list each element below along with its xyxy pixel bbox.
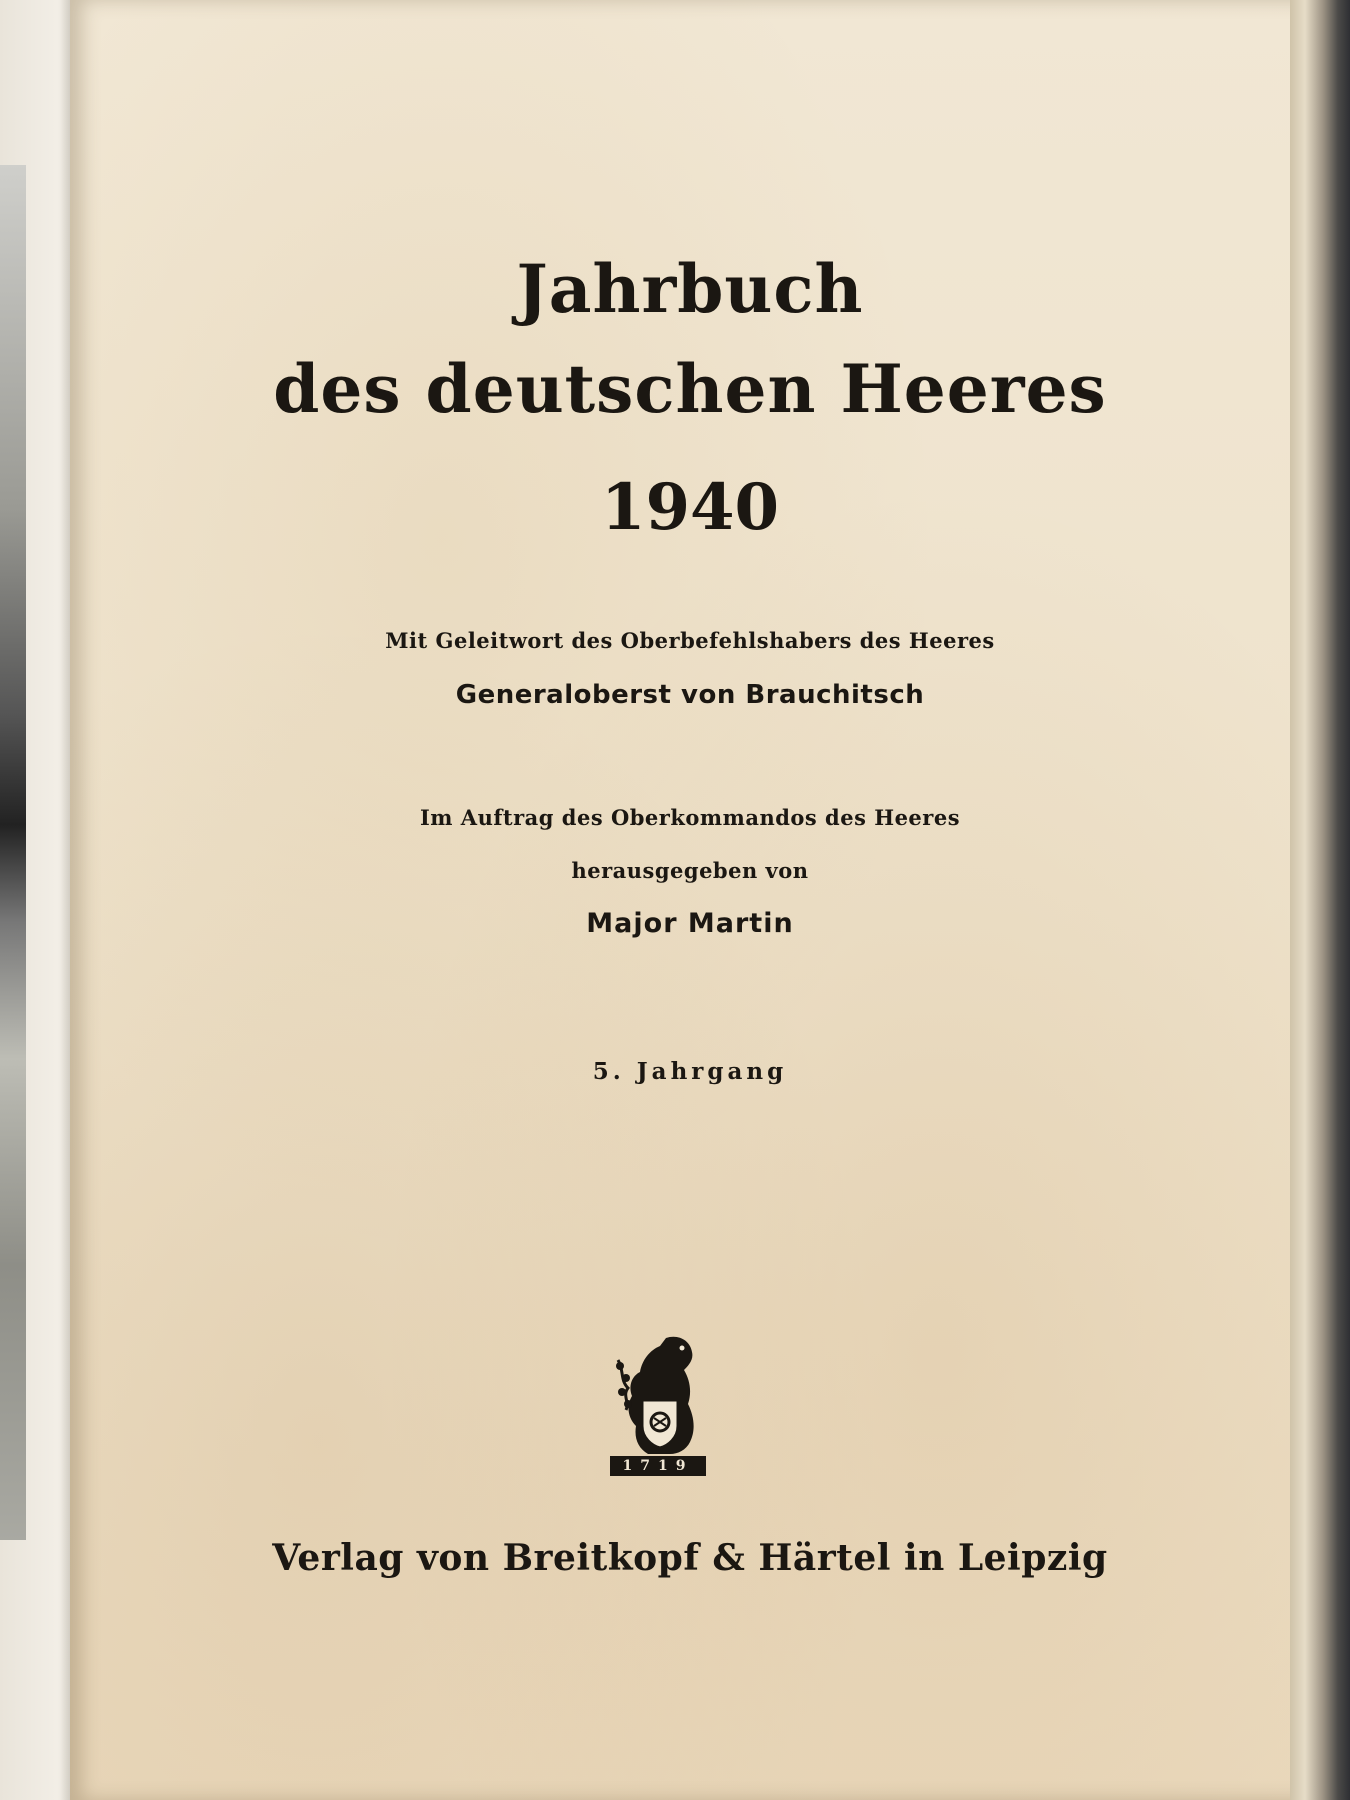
title-line-2: des deutschen Heeres [273, 350, 1107, 428]
title-line-1: Jahrbuch [516, 250, 864, 328]
preface-author: Generaloberst von Brauchitsch [455, 680, 925, 710]
editor-prefix: herausgegeben von [571, 858, 809, 883]
facing-photo [0, 165, 26, 1540]
volume-label: 5. Jahrgang [592, 1058, 788, 1085]
page-edges [1290, 0, 1350, 1800]
title-page [70, 0, 1310, 1800]
preface-intro: Mit Geleitwort des Oberbefehlshabers des Heeres [385, 628, 995, 653]
editor-name: Major Martin [586, 908, 794, 939]
title-year: 1940 [600, 470, 780, 545]
publisher-line: Verlag von Breitkopf & Härtel in Leipzig [272, 1537, 1108, 1579]
commission-line: Im Auftrag des Oberkommandos des Heeres [419, 805, 961, 830]
emblem-year: 1719 [622, 1458, 694, 1474]
